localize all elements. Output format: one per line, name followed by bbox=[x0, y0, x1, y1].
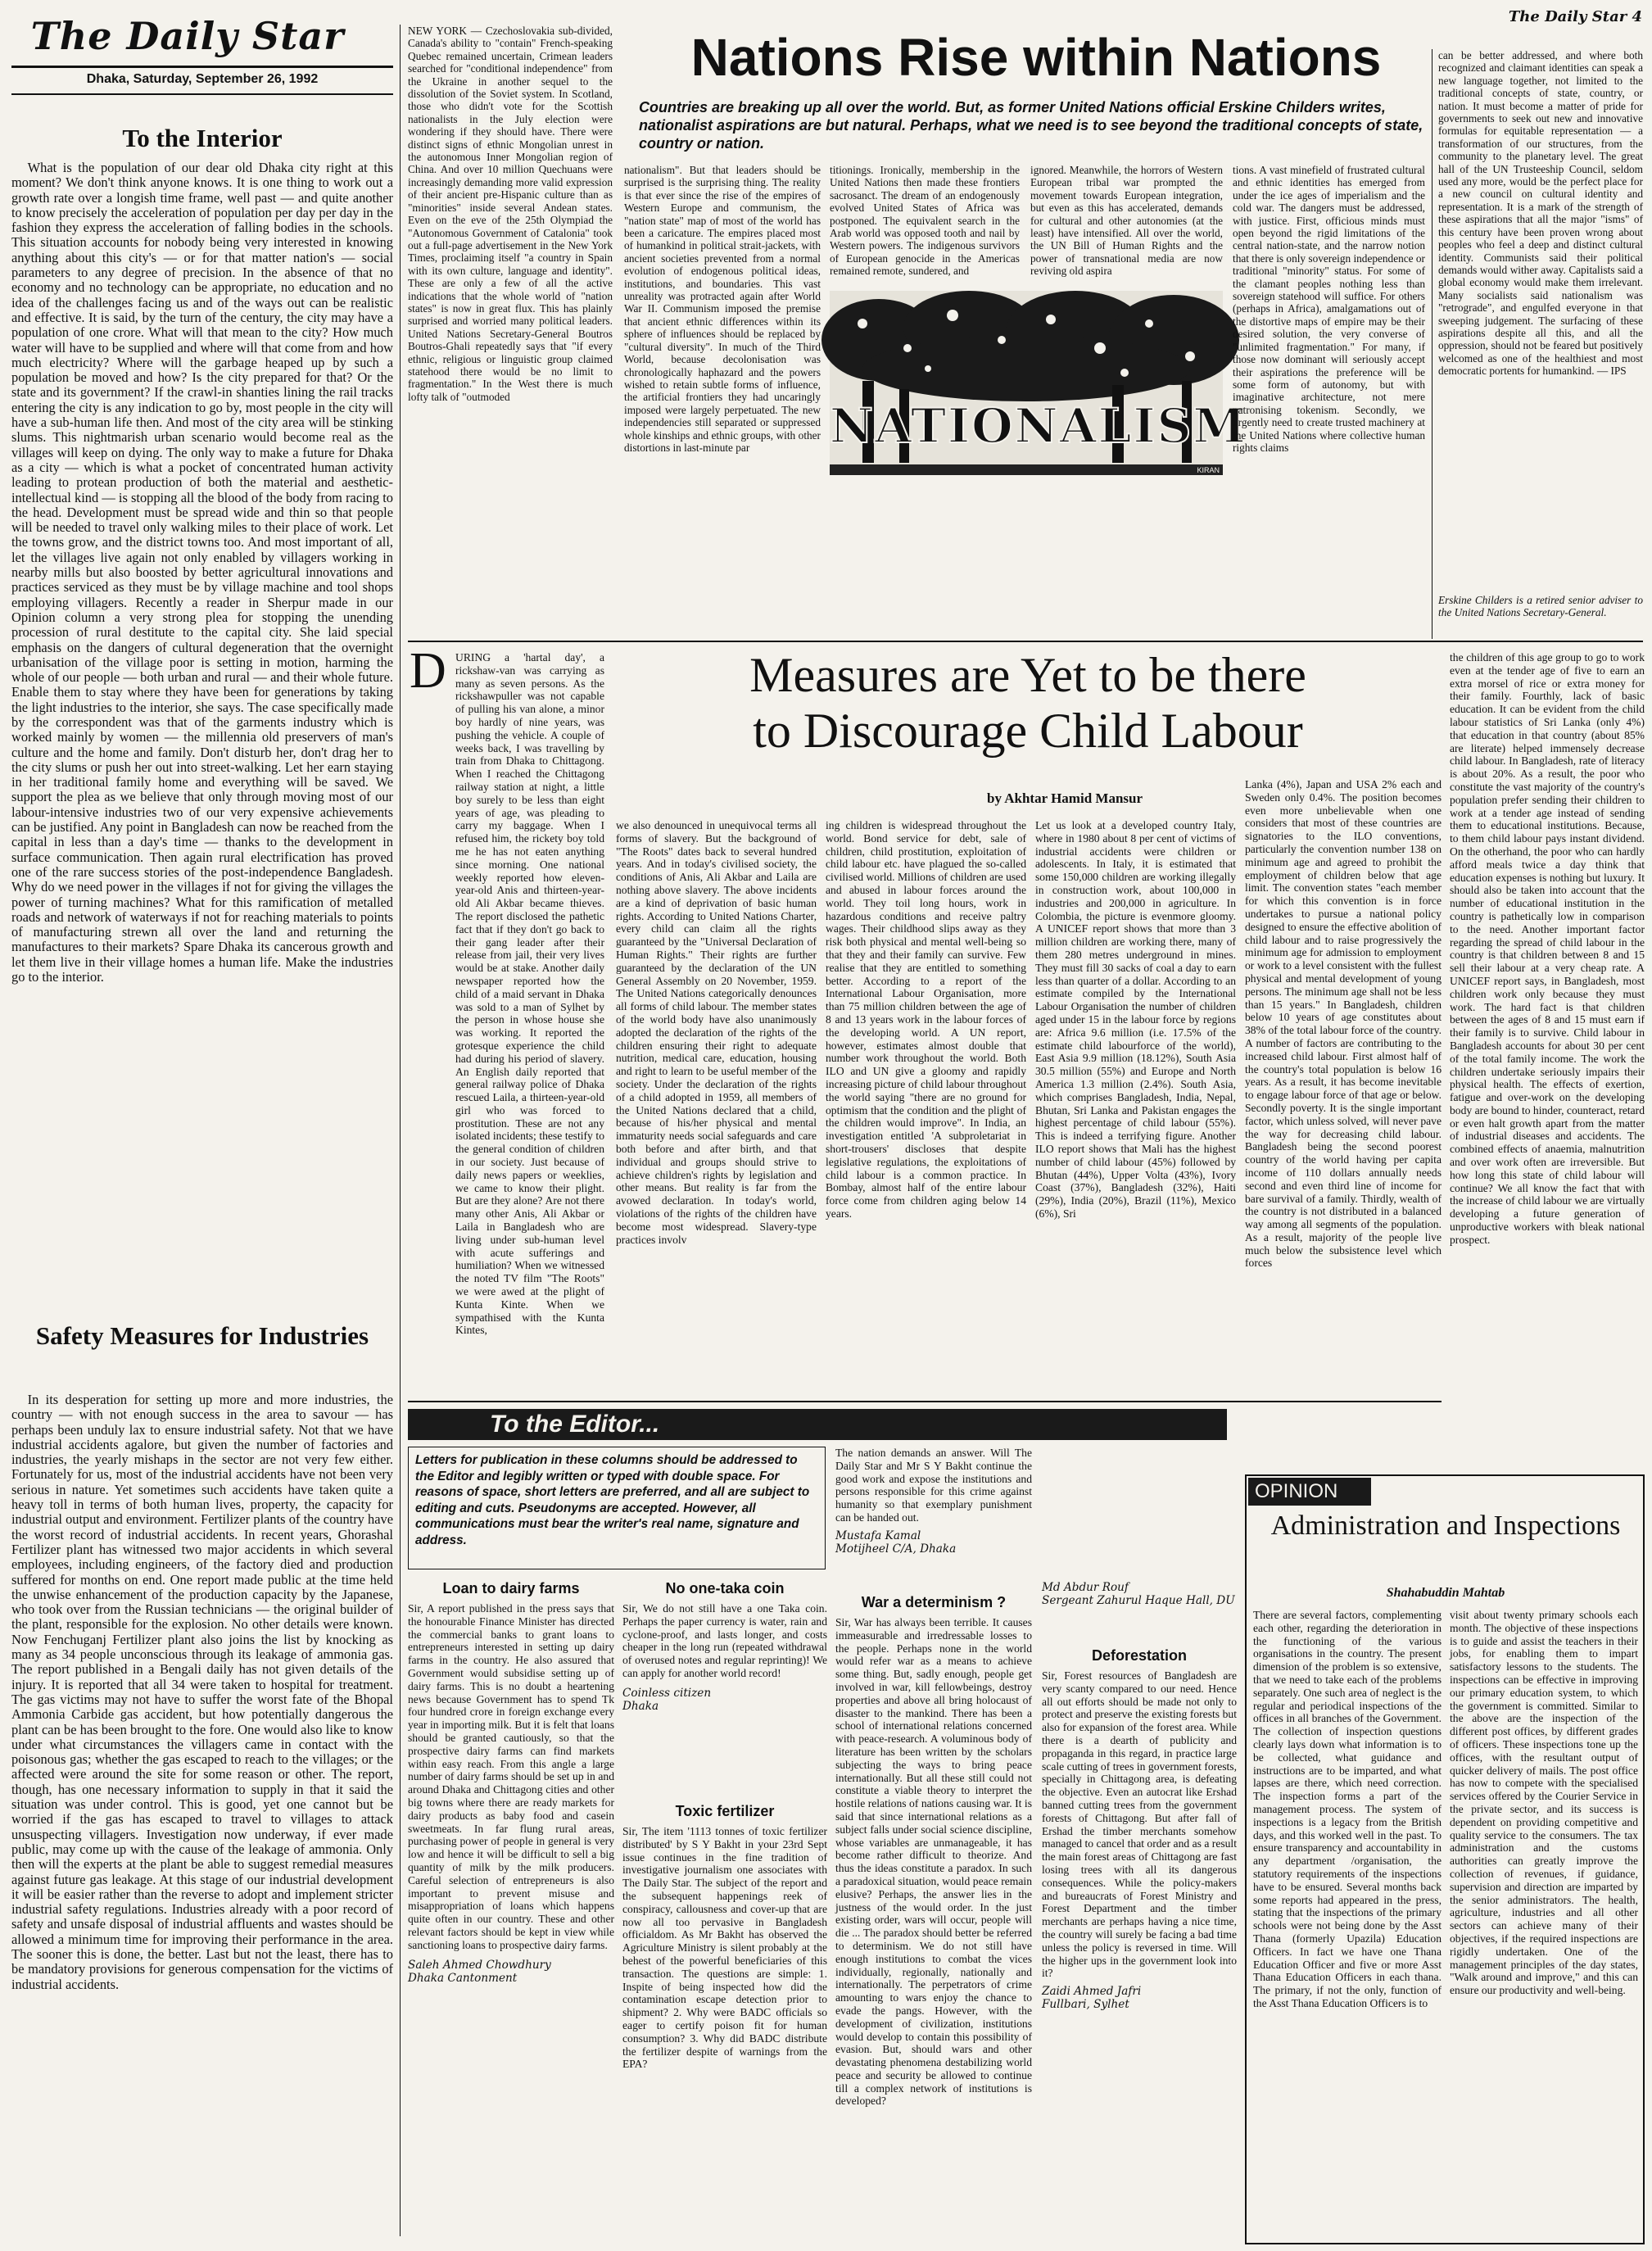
letter-place: Sergeant Zahurul Haque Hall, DU bbox=[1042, 1594, 1235, 1607]
letter-signature: Saleh Ahmed Chowdhury bbox=[408, 1958, 551, 1972]
opinion-col2: visit about twenty primary schools each month. The objective of these inspections is to guide and assist the teachers in their jobs, for enabling them to impart satisfactory lessons to the students. The inspections can be effective in improving our primary education system, to which the government is committed. Similar to the above are the inspection of the different post offices, by different grades of officers. These inspections tone up the offices, with the resultant output of quicker delivery of mails. The post office has now to compete with the specialised services offered by the Courier Service in the private sector, and its success is dependent on providing competitive and quality service to the consumers. The tax administration and the customs authorities can greatly improve the collection of revenues, if guidance, supervision and direction are imparted by the senior administrators. The health, agriculture, industries and all other sectors can achieve many of their objectives, if the required inspections are rigidly undertaken. One of the management principles of the day states, "Walk around and improve," and this can ensure our productivity and well-being. bbox=[1450, 1609, 1638, 1997]
letter-body: Sir, A report published in the press says that the honourable Finance Minister has directed the commercial banks to grant loans to entrepreneurs interested in setting up dairy farms in the country. He also assured that Government would subsidise setting up of dairy farms. This is no doubt a heartening news because Government has to spend Tk four hundred crore in foreign exchange every year in importing milk. But it is felt that loans should be granted cautiously, so that the prospective dairy farms can find markets within easy reach. From this angle a large number of dairy farms should be set up in and around Dhaka and Chittagong cities and other big towns where there are ready markets for dairy products as baby food and casein sweetmeats. In far flung rural areas, purchasing power of people in general is very low and hence it will be difficult to sell a big quantity of milk by the milk producers. Careful selection of entrepreneurs is also important to prevent misuse and misappropriation of loans which happens quite often in our country. These and other relevant factors should be kept in view while sanctioning loans to prospective dairy farms. bbox=[408, 1602, 614, 1951]
child-labour-col2: we also denounced in unequivocal terms all forms of slavery. But the background of "The Roots" dates back to several hundred years. And in today's civilised society, the conditions of Anis, Ali Akbar and Laila are nothing above slavery. The above incidents are a kind of deprivation of basic human rights. According to United Nations Charter, every child can claim all the rights guaranteed by the "Universal Declaration of Human Rights." Their rights are further guaranteed by the declaration of the UN General Assembly on 20 November, 1959. The United Nations categorically denounces all forms of child labour. The member states of the world body have also unanimously adopted the declaration of the rights of the children ensuring their right to adequate nutrition, medical care, education, housing and right to learn to be useful member of the society. Under the declaration of the rights of a child adopted in 1959, all members of the United Nations declared that a child, because of his/her physical and mental immaturity needs social safeguards and care both before and after birth, and that individual and groups should strive to achieve children's rights by legislation and other means. But reality is far from the avowed declaration. In today's world, violations of the rights of the children have become most widespread. Slavery-type practices involv bbox=[616, 819, 817, 1246]
letter-title: No one-taka coin bbox=[665, 1580, 785, 1597]
letter-war-determinism bbox=[835, 1593, 1032, 2244]
nations-col3: titionings. Ironically, membership in the United Nations then made these frontiers sacrosanct. The dream of an endogenously evolved United States of Africa was postponed. The equivalent search in the Arab world was opposed tooth and nail by Western powers. The indigenous survivors of European genocide in the Americas remained remote, sundered, and bbox=[830, 164, 1020, 278]
opinion-label-text: OPINION bbox=[1255, 1480, 1338, 1502]
column-divider bbox=[400, 25, 401, 2236]
opinion-label bbox=[1248, 1478, 1371, 1506]
letter-title: Loan to dairy farms bbox=[442, 1580, 580, 1597]
child-labour-col3: ing children is widespread throughout the world. Bond service for debt, sale of children, child prostitution, exploitation of child labour etc. have plagued the so-called civilised world. Millions of children are used and abused in labour forces around the world. They toil long hours, work in hazardous conditions and receive paltry wages. Their childhood slips away as they risk both physical and mental well-being so that they and their family can survive. Few realise that they are entitled to something better. According to a report of the International Labour Organisation, more than 75 million children between the age of 8 and 13 years work in the labour forces of the developing world. A UN report, however, estimates almost double that number work throughout the world. Both ILO and UN give a gloomy and rapidly increasing picture of child labour throughout the world saying "there are no ground for optimism that the condition and the plight of the children would improve". In India, an investigation entitled 'A subproletariat in short-trousers' discloses that despite legislative regulations, the exploitations of child labour is a common practice. In Bombay, almost half of the entire labour force come from children aging below 14 years. bbox=[826, 819, 1027, 1220]
editor-banner-text: To the Editor... bbox=[490, 1411, 660, 1438]
opinion-title: Administration and Inspections bbox=[1270, 1510, 1621, 1541]
letter-loan-dairy bbox=[408, 1579, 614, 2243]
nations-col4: ignored. Meanwhile, the horrors of Western European tribal war prompted the movement towards European integration, but even as this has accelerated, demands for cultural and other autonomies (at the least) have intensified. All over the world, the UN Bill of Human Rights and the power of transnational media are now reviving old aspira bbox=[1030, 164, 1223, 278]
editorial-title-safety: Safety Measures for Industries bbox=[35, 1321, 369, 1350]
letter-title: Toxic fertilizer bbox=[675, 1803, 775, 1819]
opinion-col1: There are several factors, complementing each other, regarding the deterioration in the functioning of the various organisations in the country. The present dimension of the problem is so extensive, that we need to take each of the problems separately. One such area of neglect is the regular and periodical inspections of the offices in all branches of the Government. The collection of inspection questions clearly lays down what information is to be collected, what guidance and instructions are to be imparted, and what lapses are there, which need correction. The inspection forms a part of the management process. The system of inspections is a legacy from the British days, and this worked well in the past. To ensure transparency and accountability in any department /organisation, the statutory requirements of the inspections have to be ensured. Several months back some reports had appeared in the press, stating that the inspections of the primary schools were not being done by the Asst Thana (formerly Upazila) Education Officers. In fact we have one Thana Education Officer and five or more Asst Thana Education Officers in each thana. The primary, if not the only, function of the Asst Thana Education Officers is to bbox=[1253, 1609, 1442, 2009]
masthead-logo bbox=[11, 13, 364, 62]
editorial-body-safety bbox=[11, 1393, 393, 2240]
letter-toxic-fertilizer bbox=[622, 1802, 827, 2244]
letter-signature: Md Abdur Rouf bbox=[1042, 1581, 1129, 1594]
child-labour-title-line2: to Discourage Child Labour bbox=[753, 704, 1303, 758]
editorial-paragraph: What is the population of our dear old Dhaka city right at this moment? We don't think anyone knows. It is one thing to work out a growth rate over a longish time frame, well past — and quite another to know precisely the acceleration of population per day per day in the fashion they express the acceleration of falling bodies in the schools. This situation accounts for nobody being very interested in knowing anything about this city's — or for that matter nation's — social parameters to any degree of precision. In the absence of that no economy and no technology can be appropriate, no education and no idea of the challenges facing us and of the ways out can be realistic and effective. It is said, by the turn of the century, the city may have a population of one crore. What will that mean to the city? How much water will have to be supplied and where will that come from and how much electricity? Where will the garbage heaped up by such a population be moved and how? Is the city prepared for that? Or the state and its government? If the crawl-in shanties lining the rail tracks entering the city is any indication to go by, most people in the city will have a sub-human life then. And most of the city area will be stinking slums. This nightmarish urban scenario would become real as the villages will keep on dying. The only way to make a future for Dhaka as a city — which is what a pocket of concentrated human activity leading to protean production of both the material and aesthetic-intellectual kind — is stopping all the blood of the body from racing to the head. Development must be spread wide and thin so that people will be needed to travel only walking miles to their place of work. Let the towns grow, and the district towns too. And most important of all, let the villages live again not only enabled by villagers working in nearby mills but also boosted by better agricultural innovations and practices serviced as they must be by village machine and tool shops employing villagers. Recently a reader in Sherpur made in our Opinion column a very strong plea for stopping the unending procession of rural destitute to the capital city. She laid special emphasis on the dangers of cultural degeneration that the overnight urbanisation of the village poor is setting in motion, harming the whole of our people — both urban and rural — and their whole future. Enable them to stay where they have been for generations by taking the light industries to the interior, she says. The case specifically made by the correspondent was that of the garments industry which is worked mainly by women — the millennia old preservers of man's culture and the home and family. Don't disturb her, don't drag her to the city slums or push her out into street-walking. Let her earn staying in her traditional family home and everything will be saved. We support the plea as we believe that only through moving most of our labour-intensive industries two of our very expensive achievements can be justified. Any point in Bangladesh can now be reached from the capital in less than a day's time — thanks to the development in surface communication. Then again rural electrification has proved one of the rare success stories of the post-independence Bangladesh. Why do we need power in the villages if not for giving the villages the power of turning machines? What for this ramification of metalled roads and network of waterways if not for reaching materials to points of manufacturing strewn all over the land and returning the manufactures to their markets? Spare Dhaka its cancerous growth and let them live in their village homes a human life. Make the industries go to the interior. bbox=[11, 160, 393, 985]
editorial-body-interior bbox=[11, 161, 393, 1316]
child-labour-byline: by Akhtar Hamid Mansur bbox=[986, 790, 1143, 806]
page-tag: The Daily Star 4 bbox=[1508, 8, 1642, 25]
nationalism-illustration bbox=[830, 291, 1247, 475]
dateline: Dhaka, Saturday, September 26, 1992 bbox=[86, 72, 319, 86]
letter-war-signature-block bbox=[1042, 1581, 1237, 1646]
letter-place: Motijheel C/A, Dhaka bbox=[835, 1542, 957, 1556]
nations-deck: Countries are breaking up all over the world. But, as former United Nations official Erskine Childers writes, nationalist aspirations are but natural. Perhaps, what we need is to see beyond the traditional concepts of state, country or nation. bbox=[639, 99, 1423, 152]
letter-toxic-fertilizer-cont bbox=[835, 1447, 1032, 1586]
letter-one-taka-coin bbox=[622, 1579, 827, 1792]
letter-deforestation bbox=[1042, 1646, 1237, 2244]
opinion-byline: Shahabuddin Mahtab bbox=[1386, 1586, 1505, 1600]
child-labour-col1-body bbox=[410, 651, 606, 1397]
editorial-title-interior: To the Interior bbox=[122, 124, 283, 152]
nations-dropcap-column bbox=[408, 25, 613, 401]
child-labour-col5: Lanka (4%), Japan and USA 2% each and Sweden only 0.4%. The position becomes even more unbelievable when one considers that most of these countries are signatories to the ILO conventions, particularly the convention number 138 on minimum age and agreed to prohibit the employment of children below that age limit. The convention states "each member for which this convention is in force undertakes to pursue a national policy designed to ensure the effective abolition of child labour and to raise progressively the minimum age for admission to employment or work to a level consistent with the fullest physical and mental development of young persons. The minimum age shall not be less than 15 years." In Bangladesh, children below 10 years of age constitutes about 38% of the total labour force of the country. A number of factors are contributing to the increased child labour. First almost half of the country's total population is below 16 years. As a result, it has become inevitable to engage labour force of that age or below. Secondly poverty. It is the single important factor, which unless solved, will never pave the way for decreasing child labour. Bangladesh being the second poorest country of the world having per capita income of 110 dollars annually needs second and even third line of income for bare survival of a family. Thirdly, wealth of the country is not distributed in a balanced way among all segments of the population. As a result, majority of the people live much below the subsistence level which forces bbox=[1245, 778, 1442, 1270]
child-labour-title-line1: Measures are Yet to be there bbox=[749, 648, 1306, 702]
letter-signature: Mustafa Kamal bbox=[835, 1529, 921, 1542]
illustration-word: NATIONALISM bbox=[830, 398, 1247, 454]
child-labour-col4: Let us look at a developed country Italy, where in 1980 about 8 per cent of victims of industrial accidents were children or adolescents. In Italy, it is estimated that some 150,000 children are working illegally in construction work, about 100,000 in industries and 200,000 in agriculture. In Colombia, the picture is evenmore gloomy. A UNICEF report shows that more than 3 million children are working there, many of them 280 metres underground in mines. They must fill 30 sacks of coal a day to earn less than quarter of a dollar. According to an estimate compiled by the International Labour Organisation the number of children aged under 15 in the labour force by regions are: Africa 9.6 million (i.e. 17.5% of the estimate child labourforce of the world), East Asia 9.9 million (18.12%), South Asia 30.5 million (55%) and Europe and North America 1.3 million (2.4%). South Asia, which comprises Bangladesh, India, Nepal, Bhutan, Sri Lanka and Pakistan engages the highest percentage of child labour (55%). This is indeed a terrifying figure. Another ILO report shows that Mali has the highest number of child labour (45%) followed by Bhutan (44%), Upper Volta (43%), Ivory Coast (37%), Bangladesh (32%), Haiti (29%), India (20%), Brazil (11%), Mexico (6%), Sri bbox=[1035, 819, 1236, 1220]
child-labour-col1: URING a 'hartal day', a rickshaw-van was carrying as many as seven persons. As the rickshawpuller was not capable of pulling his van alone, a minor boy hardly of nine years, was pushing the vehicle. A couple of weeks back, I was travelling by train from Dhaka to Chittagong. When I reached the Chittagong railway station at night, a little boy surely to be less than eight years of age, was pleading to carry my baggage. When I refused him, the rickety boy told me he has not eaten anything since morning. One national weekly reported how eleven-year-old Anis and thirteen-year-old Ali Akbar became thieves. The report disclosed the pathetic fact that if they don't go back to their gang leader after their release from jail, their very lives would be at stake. Another daily newspaper reported how the child of a maid servant in Dhaka was sold to a man of Sylhet by the person in whose house she was working. It reported the grotesque experience the child had during his period of slavery. An English daily reported that general railway police of Dhaka rescued Laila, a thirteen-year-old girl who was forced to prostitution. These are not any isolated incidents; these testify to the general condition of children in our society. Just because of daily news papers or weeklies, we came to know their plight. But are they alone? Are not there many other Anis, Ali Akbar or Laila in Bangladesh who are living under sub-human level with acute sufferings and humiliation? When we witnessed the noted TV film "The Roots" we were awed at the plight of Kunta Kinte. When we sympathised with the Kunta Kintes, bbox=[455, 651, 604, 1337]
nations-col6: can be better addressed, and where both recognized and claimant identities can speak a new language together, not limited to the traditional concepts of state, country, or nation. It must become a matter of pride for governments to seek out new and innovative formulas for equitable representation — a transformation of our structures, from the community to the planetary level. The great hall of the UN Trusteeship Council, seldom used any more, would be the perfect place for a new council on cultural identity and representation. It is a mark of the strength of these aspirations that all the major "isms" of this century have been proven wrong about peoples who feel a deep and distinct cultural identity. Communists said their political demands would wither away. Capitalists said a global economy would make them irrelevant. Many socialists said nationalism was "retrograde", and engulfed everyone in that sweeping judgement. The surfacing of these aspirations despite all this, and all the oppression, should not be feared but positively welcomed as one of the healthiest and most democratic portents for humankind. — IPS bbox=[1438, 49, 1643, 378]
letter-body: Sir, Forest resources of Bangladesh are very scanty compared to our need. Hence all out efforts should be made not only to protect and preserve the existing forests but also for expansion of the forest area. While there is a dearth of publicity and propaganda in this regard, in practice large scale cutting of trees in government forests, specially in Chittagong area, is defeating the objective. Even an autocrat like Ershad banned cutting trees from the government forests of Chittagong. But after fall of Ershad the timber merchants somehow managed to cancel that order and as a result the main forest areas of Chittagong are fast losing trees with all its dangerous consequences. While the policy-makers and bureaucrats of Forest Ministry and Forest Department and the timber merchants are perhaps having a nice time, the country will surely be facing a bad time unless the policy is reversed in time. Will the higher ups in the government look into it? bbox=[1042, 1669, 1237, 1980]
letter-body: The nation demands an answer. Will The Daily Star and Mr S Y Bakht continue the good work and expose the institutions and persons responsible for this crime against humanity so that exemplary punishment can be handed out. bbox=[835, 1447, 1032, 1524]
letter-place: Dhaka bbox=[622, 1699, 659, 1713]
editor-notice-text: Letters for publication in these columns should be addressed to the Editor and legibly written or typed with double space. For reasons of space, short letters are preferred, and all are subject to editing and cuts. Pseudonyms are accepted. However, all communications must bear the writer's real name, signature and address. bbox=[415, 1453, 810, 1547]
letter-place: Dhaka Cantonment bbox=[408, 1971, 518, 1985]
child-labour-title bbox=[614, 647, 1442, 770]
letter-title: War a determinism ? bbox=[861, 1594, 1007, 1610]
child-labour-dropcap: D bbox=[410, 643, 446, 699]
letter-title: Deforestation bbox=[1091, 1647, 1187, 1664]
letter-body: Sir, We do not still have a one Taka coin. Perhaps the paper currency is water, rain and cyclone-proof, and lasts longer, and costs cheaper in the long run (repeated withdrawal of overused notes and regular reprinting)! We can apply for another world record! bbox=[622, 1602, 827, 1679]
child-labour-col6: the children of this age group to go to work even at the tender age of five to earn an extra morsel of rice or extra money for their family. Fourthly, lack of basic education. It can be evident from the child labour statistics of Sri Lanka (only 4%) that education in that country (about 85% are literate) helped immensely decrease child labour. In Bangladesh, rate of literacy is about 20%. As a result, the poor who constitute the vast majority of the country's population prefer sending their children to work at a tender age instead of sending them to educational institutions. Because, to them child labour pays instant dividend. On the otherhand, the poor who can hardly afford meals twice a day think that education expenses is nothing but luxury. It should also be taken into account that the number of educational institution in the country is pathetically low in comparison to the need. Another important factor regarding the spread of child labour in the country is that children between 8 and 15 sell their labour at a very cheap rate. A UNICEF report says, in Bangladesh, most children work only because they must work. The hard fact is that children between the ages of 8 and 15 must earn if their family is to survive. Child labour in Bangladesh accounts for about 30 per cent of the total family income. The work the children undertake seriously impairs their physical health. The effects of exertion, fatigue and over-work on the developing body are bound to hinder, counteract, retard or even halt growth apart from the matter of industrial diseases and accidents. The combined effects of anaemia, malnutrition and over work often are irreversible. But how long this state of child labour will continue? We all know the fact that with the increase of child labour we are virtually developing a future generation of unproductive workers with bleak national prospect. bbox=[1450, 651, 1645, 1246]
editor-banner bbox=[408, 1409, 1227, 1440]
letter-place: Fullbari, Sylhet bbox=[1042, 1998, 1129, 2012]
letter-body: Sir, The item '1113 tonnes of toxic fertilizer distributed' by S Y Bakht in your 23rd Sept issue continues in the fine tradition of investigative journalism one associates with The Daily Star. The subject of the report and the subsequent happenings reek of conspiracy, callousness and cover-up that are now all too pervasive in Bangladesh officialdom. As Mr Bakht has observed the Agriculture Ministry is silent probably at the behest of the powerful beneficiaries of this transaction. The questions are simple: 1. Inspite of being inspected how did the contamination escape detection prior to shipment? 2. Why were BADC officials so eager to certify poison fit for human consumption? 3. Why did BADC distribute the fertilizer despite of warnings from the EPA? bbox=[622, 1825, 827, 2071]
letter-signature: Coinless citizen bbox=[622, 1686, 712, 1700]
nations-col1: NEW YORK — Czechoslovakia sub-divided, Canada's ability to "contain" French-speaking Quebec remained uncertain, Crimean leaders searched for "conditional independence" from the Ukraine in another sequel to the dissolution of the Soviet system. In Scotland, those who didn't vote for the Scottish nationalists in the July election were wondering if they should have. There were distinct signs of ethnic Mongolian unrest in the autonomous Inner Mongolian region of China. And over 10 million Quechuans were increasingly demanding more valid expression of their ancient pre-Hispanic culture than as "minorities" inside several Andean states. Even on the eve of the 25th Olympiad the "Autonomous Government of Catalonia" took out a full-page advertisement in the New York Times, proclaiming itself "a country in Spain with its own culture, language and identity". These are only a few of all the active indications that the whole world of "nation states" is now in great flux. This has plainly surprised and worried many political leaders. United Nations Secretary-General Boutros Boutros-Ghali repeatedly says that "if every ethnic, religious or linguistic group claimed statehood there would be no limit to fragmentation." In the West there is much lofty talk of "outmoded bbox=[408, 25, 613, 403]
nations-title: Nations Rise within Nations bbox=[690, 28, 1382, 87]
nations-author-note: Erskine Childers is a retired senior adviser to the United Nations Secretary-General. bbox=[1438, 594, 1643, 619]
nations-col5: tions. A vast minefield of frustrated cultural and ethnic identities has emerged from under the ice ages of imperialism and the cold war. The dangers must be addressed, with justice. First, officious minds must open beyond the rigid limitations of the central nation-state, and the narrow notion that there is only sovereign independence or traditional "minority" status. For some of the clamant peoples nothing less than sovereign statehood will suffice. For others (perhaps in Africa), amalgamations out of the distortive maps of empire may be their desired solution, the very converse of "unlimited fragmentation." For many, if those now dominant will seriously accept their aspirations the preference will be some form of autonomy, but with imaginative architecture, not mere patronising tokenism. Secondly, we urgently need to create trusted machinery at the United Nations where collective human rights claims bbox=[1233, 164, 1425, 454]
editor-notice bbox=[408, 1447, 826, 1569]
editorial-paragraph: In its desperation for setting up more and more industries, the country — with not enough success in the area to savour — has perhaps been unduly lax to ensure industrial safety. Not that we have industrial accidents agalore, but given the number of factories and industries, the yearly mishaps in the sector are not very few either. Fortunately for us, most of the industrial accidents have not been very serious in nature. Yet sometimes such accidents have taken quite a heavy toll in terms of both human lives, property, the capacity for industrial output and environment. Fertilizer plants of the country have the worst record of industrial accidents. In recent years, Ghorashal Fertilizer plant has witnessed two major accidents in which several employees, including engineers, of the factory died and production suffered for months on end. One report made public at the time held the unwise enhancement of the production capacity by the Japanese, who took over from the Russian technicians — the original builder of the plant, responsible for the explosion. No other details were known. Now Fenchuganj Fertilizer plant also joins the list by knocking as many as 34 people unconscious through its leakage of ammonia gas. The report published in a Bengali daily has not given details of the injury. It is reported that all 34 were taken to hospital for treatment. The gas victims may not have to suffer the worst fate of the Bhopal Ammonia Carbide gas accident, but how potentially dangerous the plant can be has been brought to the fore. One would also like to know under what circumstances the villagers came in contact with the poisonous gas; whether the gas escaped to reach to the villages; or the affected were around the site for some reason or other. The report, though, has one necessary information to supply in that it said the situation was under control. This is good, yet one cannot but be worried if the gas has escaped to travel to villages to attack unsuspecting villagers. Investigation now underway, if ever made public, may come up with the cause of the leakage of ammonia. Only then will the experts at the plant be able to suggest remedial measures against future gas leakage. At this stage of our industrial development it will be easier rather than the reverse to adopt and implement stricter industrial safety regulations. Industries already with a poor record of safety and unsafe disposal of industrial affluents and wastes should be allowed a minimum time for improving their performance in the area. The sooner this is done, the better. Last but not the least, there has to be mandatory provisions for generous compensation for the victims of industrial accidents. bbox=[11, 1392, 393, 1992]
illustration-credit: KIRAN bbox=[1197, 466, 1220, 474]
letter-signature: Zaidi Ahmed Jafri bbox=[1042, 1985, 1142, 1999]
nations-col2: nationalism". But that leaders should be surprised is the surprising thing. The reality is that ever since the rise of the empires of Western Europe and communism, the "nation state" map of most of the world has been a caricature. The empires placed most of humankind in political strait-jackets, with ancient societies prevented from a normal evolution of endogenous political ideas, institutions, and boundaries. This vast unreality was protracted again after World War II. Communism imposed the premise that ancient ethnic differences within its sphere of influences should be replaced by "cultural diversity". In much of the Third World, because decolonisation was chronologically haphazard and the powers wished to retain subtle forms of influence, the artificial frontiers they had uncaringly imposed were largely perpetuated. The new independencies still separated or suppressed whole kinships and ethnic groups, with other distortions in last-minute par bbox=[624, 164, 821, 454]
letter-body: Sir, War has always been terrible. It causes immeasurable and irredressable losses to the people. Perhaps none in the world would refer war as a means to achieve some thing. But, sadly enough, people get involved in war, kill fellowbeings, destroy properties and above all bring holocaust of disaster to the mankind. There has been a school of international relations concerned with peace-research. A voluminous body of literature has been written by the scholars subjecting the ways to bring peace internationally. But all these still could not constitute a viable theory to interpret the hostile relations of nations causing war. It is said that since international relations as a subject falls under social science discipline, whose variables are unmanageable, it has become rather difficult to theorize. And thus the ideas constitute a paradox. In such a paradoxical situation, would peace remain elusive? Perhaps, the answer lies in the justness of the would order. In the just existing order, wars will occur, people will die ... The paradox should better be referred to determinism. We do not still have enough institutions to combat the vices individually, regionally, nationally and internationally. The perpetrators of crime amounting to wars enjoy the chance to evade the pangs. However, with the development of civilization, institutions would develop to contain this possibility of evasion. But, should wars and other devastating phenomena destabilizing world peace and security be allowed to continue till a complex network of institutions is developed? bbox=[835, 1616, 1032, 2108]
newspaper-logo: The Daily Star bbox=[30, 14, 345, 58]
